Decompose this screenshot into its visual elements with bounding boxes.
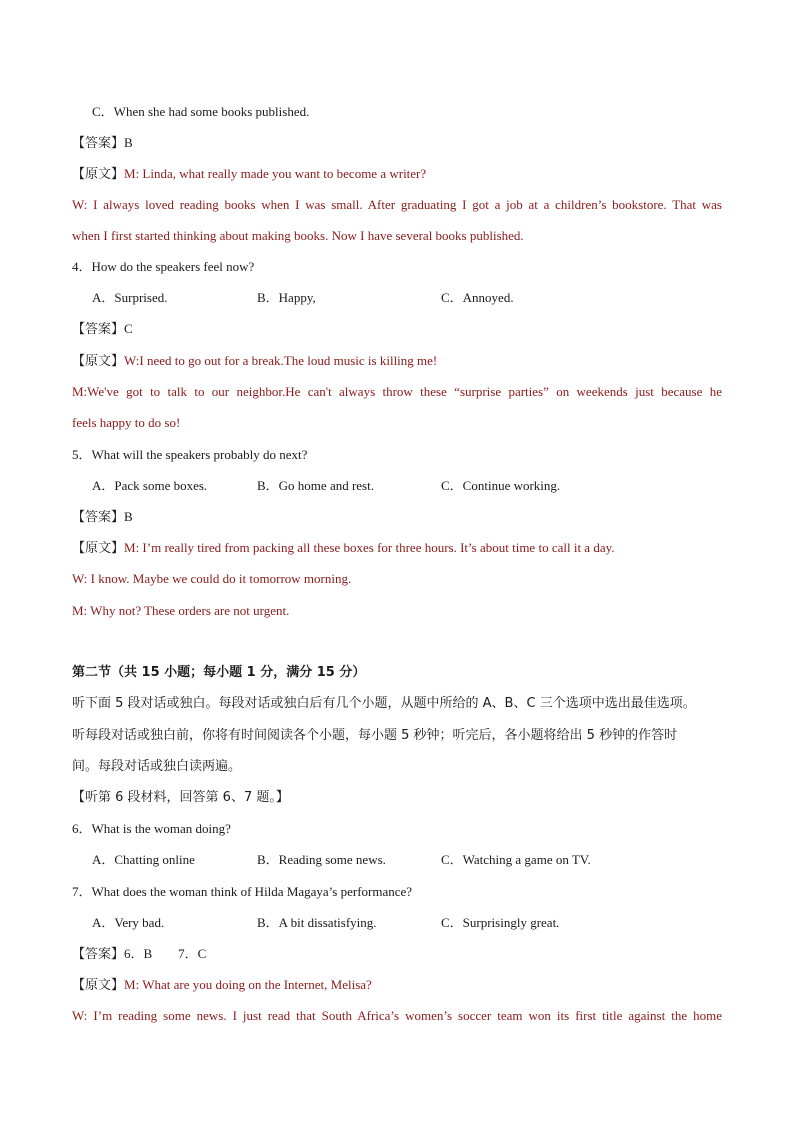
answer-label: 【答案】: [72, 322, 125, 337]
script-label: 【原文】: [72, 354, 125, 369]
script-label: 【原文】: [72, 978, 125, 993]
q4-script-line2: M:We've got to talk to our neighbor.He can't always throw these “surprise parties” on weekends just because he: [72, 384, 722, 399]
answer-label: 【答案】: [72, 136, 125, 151]
q7-option-b: B．A bit dissatisfying.: [257, 915, 377, 930]
answer-label: 【答案】: [72, 947, 125, 962]
q5-option-b: B．Go home and rest.: [257, 478, 374, 493]
script-label: 【原文】: [72, 167, 125, 182]
script-text: M: Linda, what really made you want to become a writer?: [124, 166, 427, 181]
q6-option-c: C．Watching a game on TV.: [441, 852, 591, 867]
q4-question: 4．How do the speakers feel now?: [72, 259, 255, 274]
q4-option-b: B．Happy,: [257, 290, 316, 305]
q7-option-a: A．Very bad.: [92, 915, 165, 930]
q6-question: 6．What is the woman doing?: [72, 821, 231, 836]
answer-value: C: [124, 321, 133, 336]
script-label: 【原文】: [72, 541, 125, 556]
q5-answer: [72, 508, 133, 527]
answer-value: B: [124, 509, 133, 524]
q5-script-line1: [72, 539, 615, 558]
q4-answer: [72, 320, 133, 339]
q3-option-c: C．When she had some books published.: [92, 104, 310, 119]
q3-script-line2: W: I always loved reading books when I was small. After graduating I got a job at a children’s bookstore. That was: [72, 197, 722, 212]
q7-question: 7．What does the woman think of Hilda Magaya’s performance?: [72, 884, 413, 899]
section2-heading: 第二节（共 15 小题；每小题 1 分，满分 15 分）: [72, 665, 366, 680]
q3-answer: [72, 134, 133, 153]
q5-question: 5．What will the speakers probably do next?: [72, 447, 308, 462]
q5-script-line2: W: I know. Maybe we could do it tomorrow morning.: [72, 571, 352, 586]
script-text: W:I need to go out for a break.The loud music is killing me!: [124, 353, 438, 368]
q4-option-a: A．Surprised.: [92, 290, 168, 305]
q5-script-line3: M: Why not? These orders are not urgent.: [72, 603, 290, 618]
q5-option-c: C．Continue working.: [441, 478, 561, 493]
q4-script-line3: feels happy to do so!: [72, 415, 181, 430]
q3-script-line3: when I first started thinking about making books. Now I have several books published.: [72, 228, 524, 243]
q67-script-line2: W: I’m reading some news. I just read that South Africa’s women’s soccer team won its first title against the home: [72, 1008, 722, 1023]
answer-value: B: [124, 135, 133, 150]
q67-answer: [72, 945, 206, 964]
q67-script-line1: [72, 976, 372, 995]
section2-instructions-line3: 间。每段对话或独白读两遍。: [72, 759, 242, 774]
q6-option-b: B．Reading some news.: [257, 852, 386, 867]
q4-script-line1: [72, 352, 437, 371]
q3-script-line1: [72, 165, 426, 184]
section2-instructions-line1: 听下面 5 段对话或独白。每段对话或独白后有几个小题，从题中所给的 A、B、C 三个选项中选出最佳选项。: [72, 696, 696, 711]
script-text: M: I’m really tired from packing all these boxes for three hours. It’s about time to call it a day.: [124, 540, 615, 555]
script-text: M: What are you doing on the Internet, Melisa?: [124, 977, 372, 992]
section2-instructions-line2: 听每段对话或独白前，你将有时间阅读各个小题，每小题 5 秒钟；听完后，各小题将给出 5 秒钟的作答时: [72, 728, 678, 743]
answer-label: 【答案】: [72, 510, 125, 525]
q4-option-c: C．Annoyed.: [441, 290, 514, 305]
q5-option-a: A．Pack some boxes.: [92, 478, 208, 493]
section2-material-note: 【听第 6 段材料，回答第 6、7 题。】: [72, 790, 289, 805]
q7-option-c: C．Surprisingly great.: [441, 915, 560, 930]
answer-value: 6．B 7．C: [124, 946, 207, 961]
q6-option-a: A．Chatting online: [92, 852, 195, 867]
